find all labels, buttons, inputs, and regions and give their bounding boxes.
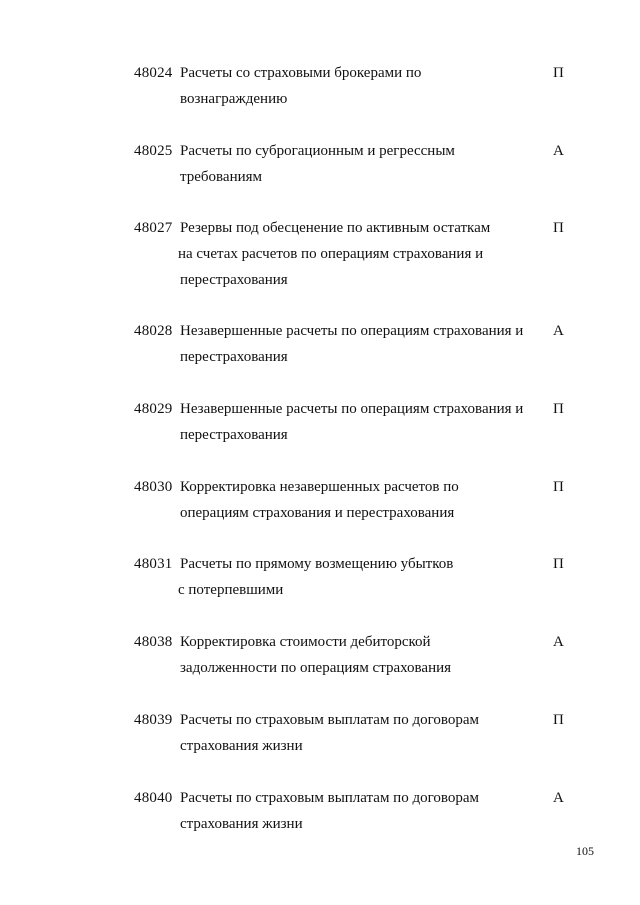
- account-code: 48025: [134, 143, 173, 159]
- account-code: 48031: [134, 556, 173, 572]
- account-type: П: [553, 401, 564, 417]
- account-description: [180, 396, 540, 448]
- description-line: Расчеты по страховым выплатам по договорам: [180, 712, 480, 728]
- description-line: страхования жизни: [180, 816, 303, 832]
- account-description: [180, 138, 540, 190]
- description-line: перестрахования: [180, 272, 288, 288]
- account-code: 48040: [134, 790, 173, 806]
- description-line: задолженности по операциям страхования: [180, 660, 452, 676]
- description-line: Корректировка незавершенных расчетов по: [180, 479, 459, 495]
- description-line: на счетах расчетов по операциям страхования и: [178, 246, 484, 262]
- account-code: 48030: [134, 479, 173, 495]
- account-description: [180, 215, 540, 293]
- account-code: 48024: [134, 65, 173, 81]
- description-line: Незавершенные расчеты по операциям страхования и: [180, 323, 524, 339]
- account-type: А: [553, 143, 564, 159]
- account-type: П: [553, 220, 564, 236]
- account-type: П: [553, 65, 564, 81]
- description-line: Корректировка стоимости дебиторской: [180, 634, 431, 650]
- account-code: 48038: [134, 634, 173, 650]
- account-type: П: [553, 712, 564, 728]
- account-description: [180, 551, 540, 603]
- description-line: перестрахования: [180, 349, 288, 365]
- account-type: А: [553, 323, 564, 339]
- description-line: Резервы под обесценение по активным остаткам: [180, 220, 491, 236]
- description-line: Расчеты по страховым выплатам по договорам: [180, 790, 480, 806]
- description-line: перестрахования: [180, 427, 288, 443]
- account-code: 48039: [134, 712, 173, 728]
- description-line: с потерпевшими: [178, 582, 284, 598]
- description-line: страхования жизни: [180, 738, 303, 754]
- account-code: 48028: [134, 323, 173, 339]
- account-description: [180, 629, 540, 681]
- account-type: А: [553, 634, 564, 650]
- description-line: операциям страхования и перестрахования: [180, 505, 455, 521]
- account-code: 48027: [134, 220, 173, 236]
- description-line: Незавершенные расчеты по операциям страхования и: [180, 401, 524, 417]
- description-line: Расчеты по прямому возмещению убытков: [180, 556, 454, 572]
- account-type: П: [553, 556, 564, 572]
- account-description: [180, 785, 540, 837]
- page-number: 105: [576, 844, 594, 858]
- description-line: Расчеты по суброгационным и регрессным: [180, 143, 455, 159]
- account-type: А: [553, 790, 564, 806]
- account-description: [180, 707, 540, 759]
- description-line: вознаграждению: [180, 91, 288, 107]
- description-line: Расчеты со страховыми брокерами по: [180, 65, 422, 81]
- account-description: [180, 318, 540, 370]
- account-description: [180, 474, 540, 526]
- account-description: [180, 60, 540, 112]
- description-line: требованиям: [180, 169, 263, 185]
- account-code: 48029: [134, 401, 173, 417]
- account-type: П: [553, 479, 564, 495]
